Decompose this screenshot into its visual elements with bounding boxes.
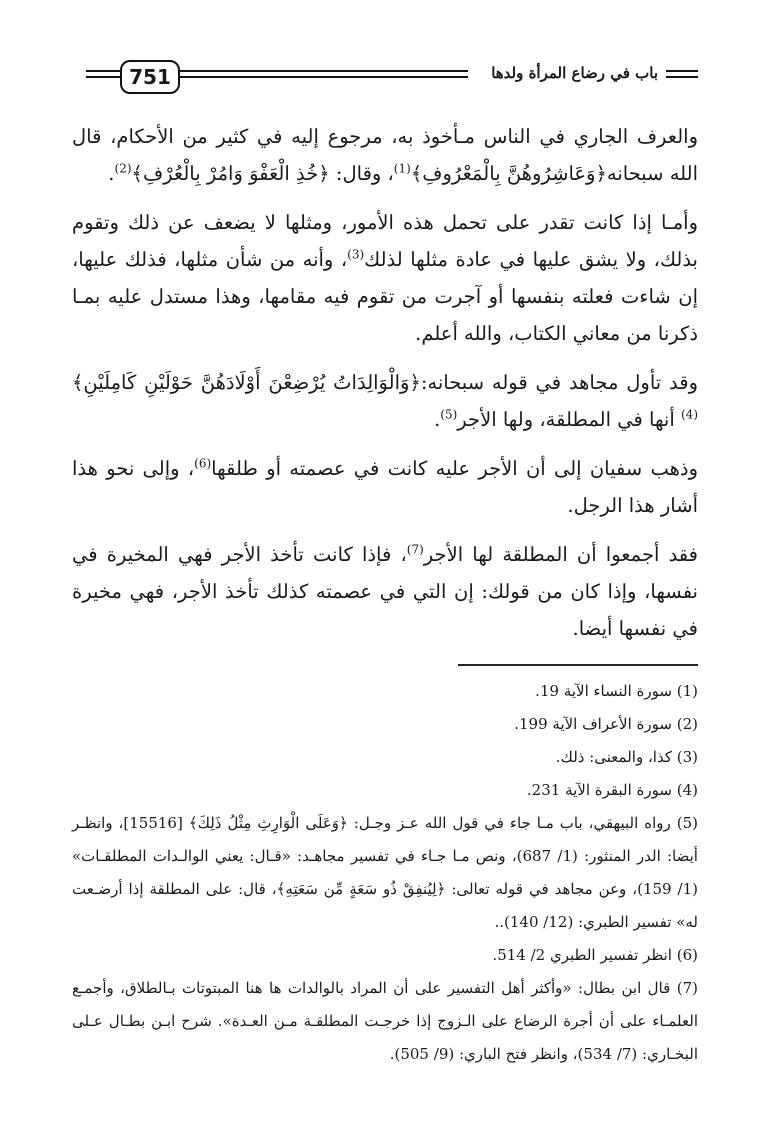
- paragraph-text: وأمـا إذا كانت تقدر على تحمل هذه الأمور، ومثلها لا يضعف عن ذلك وتقوم بذلك، ولا يشق عليها في عادة مثلها لذلك: [72, 211, 698, 271]
- quran-verse: ﴿خُذِ الْعَفْوَ وَامُرْ بِالْعُرْفِ﴾: [131, 162, 330, 185]
- paragraph: [72, 536, 698, 647]
- paragraph-text: والعرف الجاري في الناس مـأخوذ به، مرجوع إليه في كثير من الأحكام، قال الله سبحانه: [72, 125, 698, 185]
- footnote: (5) رواه البيهقي، باب مـا جاء في قول الله عـز وجـل: ﴿وَعَلَى الْوَارِثِ مِثْلُ ذَلِكَ﴾ [15516]، وانظـر أيضا: الدر المنثور: (1/ 687)، ونص مـا جـاء في تفسير مجاهـد: «قـال: يعني الوالـدات المطلقـات» (1/ 159)، وعن مجاهد في قوله تعالى: ﴿لِيُنفِقْ ذُو سَعَةٍ مِّن سَعَتِهِ﴾، قال: على المطلقة إذا أرضـعت له» تفسير الطبري: (12/ 140)..: [72, 814, 699, 931]
- paragraph-text: أنها في المطلقة، ولها الأجر: [457, 408, 681, 431]
- page-header: [86, 58, 698, 94]
- footnote-ref: (4): [680, 407, 698, 422]
- footnote-ref: (5): [440, 407, 458, 422]
- footnotes: [72, 675, 698, 1071]
- paragraph: [72, 204, 698, 352]
- paragraph-text: ، وإلى نحو هذا أشار هذا الرجل.: [72, 457, 698, 517]
- paragraph-text: .: [434, 408, 441, 431]
- footnote-ref: (2): [114, 161, 132, 176]
- paragraph: [72, 364, 698, 438]
- paragraph-text: ، فإذا كانت تأخذ الأجر فهي المخيرة في نفسها، وإذا كان من قولك: إن التي في عصمته كذلك تأخذ الأجر، فهي مخيرة في نفسها أيضا.: [72, 543, 698, 640]
- paragraph-text: وذهب سفيان إلى أن الأجر عليه كانت في عصمته أو طلقها: [211, 457, 698, 480]
- footnote-ref: (3): [347, 247, 365, 262]
- paragraph-text: وقد تأول مجاهد في قوله سبحانه:: [420, 371, 698, 394]
- paragraph-text: فقد أجمعوا أن المطلقة لها الأجر: [423, 543, 698, 566]
- paragraph: [72, 450, 698, 524]
- quran-verse: ﴿وَعَاشِرُوهُنَّ بِالْمَعْرُوفِ﴾: [410, 162, 607, 185]
- paragraph-text: ، وأنه من شأن مثلها، فذلك عليها، إن شاءت فعلته بنفسها أو آجرت من تقوم فيه مقامها، وهذا مستدل عليه بمـا ذكرنا من معاني الكتاب، والله أعلم.: [72, 248, 698, 345]
- main-text: [72, 118, 698, 659]
- page-number: 751: [120, 60, 180, 94]
- footnote: (2) سورة الأعراف الآية 199.: [514, 715, 698, 733]
- footnote: (1) سورة النساء الآية 19.: [535, 682, 698, 700]
- header-rule-right-lower: [666, 76, 698, 78]
- footnote-ref: (7): [406, 542, 424, 557]
- header-rule-left: [86, 70, 120, 72]
- quran-verse: ﴿وَالْوَالِدَاتُ يُرْضِعْنَ أَوْلَادَهُنَّ حَوْلَيْنِ كَامِلَيْنِ﴾: [72, 371, 421, 394]
- paragraph-text: .: [108, 162, 115, 185]
- footnote: (3) كذا، والمعنى: ذلك.: [555, 748, 698, 766]
- header-rule-right: [666, 70, 698, 72]
- footnote-ref: (6): [194, 456, 212, 471]
- footnote-ref: (1): [393, 161, 411, 176]
- paragraph: [72, 118, 698, 192]
- paragraph-text: ، وقال:: [329, 162, 394, 185]
- footnote: (6) انظر تفسير الطبري 2/ 514.: [492, 946, 698, 964]
- footnote: (7) قال ابن بطال: «وأكثر أهل التفسير على أن المراد بالوالدات ها هنا المبتوتات بـالطلاق، وأجمـع العلمـاء على أن أجرة الرضاع على الـزوج إذا خرجـت المطلقـة مـن العـدة». شرح ابـن بطـال عـلى البخـاري: (7/ 534)، وانظر فتح الباري: (9/ 505).: [72, 979, 698, 1063]
- running-head: باب في رضاع المرأة ولدها: [491, 64, 658, 82]
- footnote: (4) سورة البقرة الآية 231.: [526, 781, 698, 799]
- footnote-separator: [458, 664, 698, 666]
- header-rule-middle: [178, 70, 468, 72]
- header-rule-middle-lower: [178, 76, 468, 78]
- header-rule-left-lower: [86, 76, 120, 78]
